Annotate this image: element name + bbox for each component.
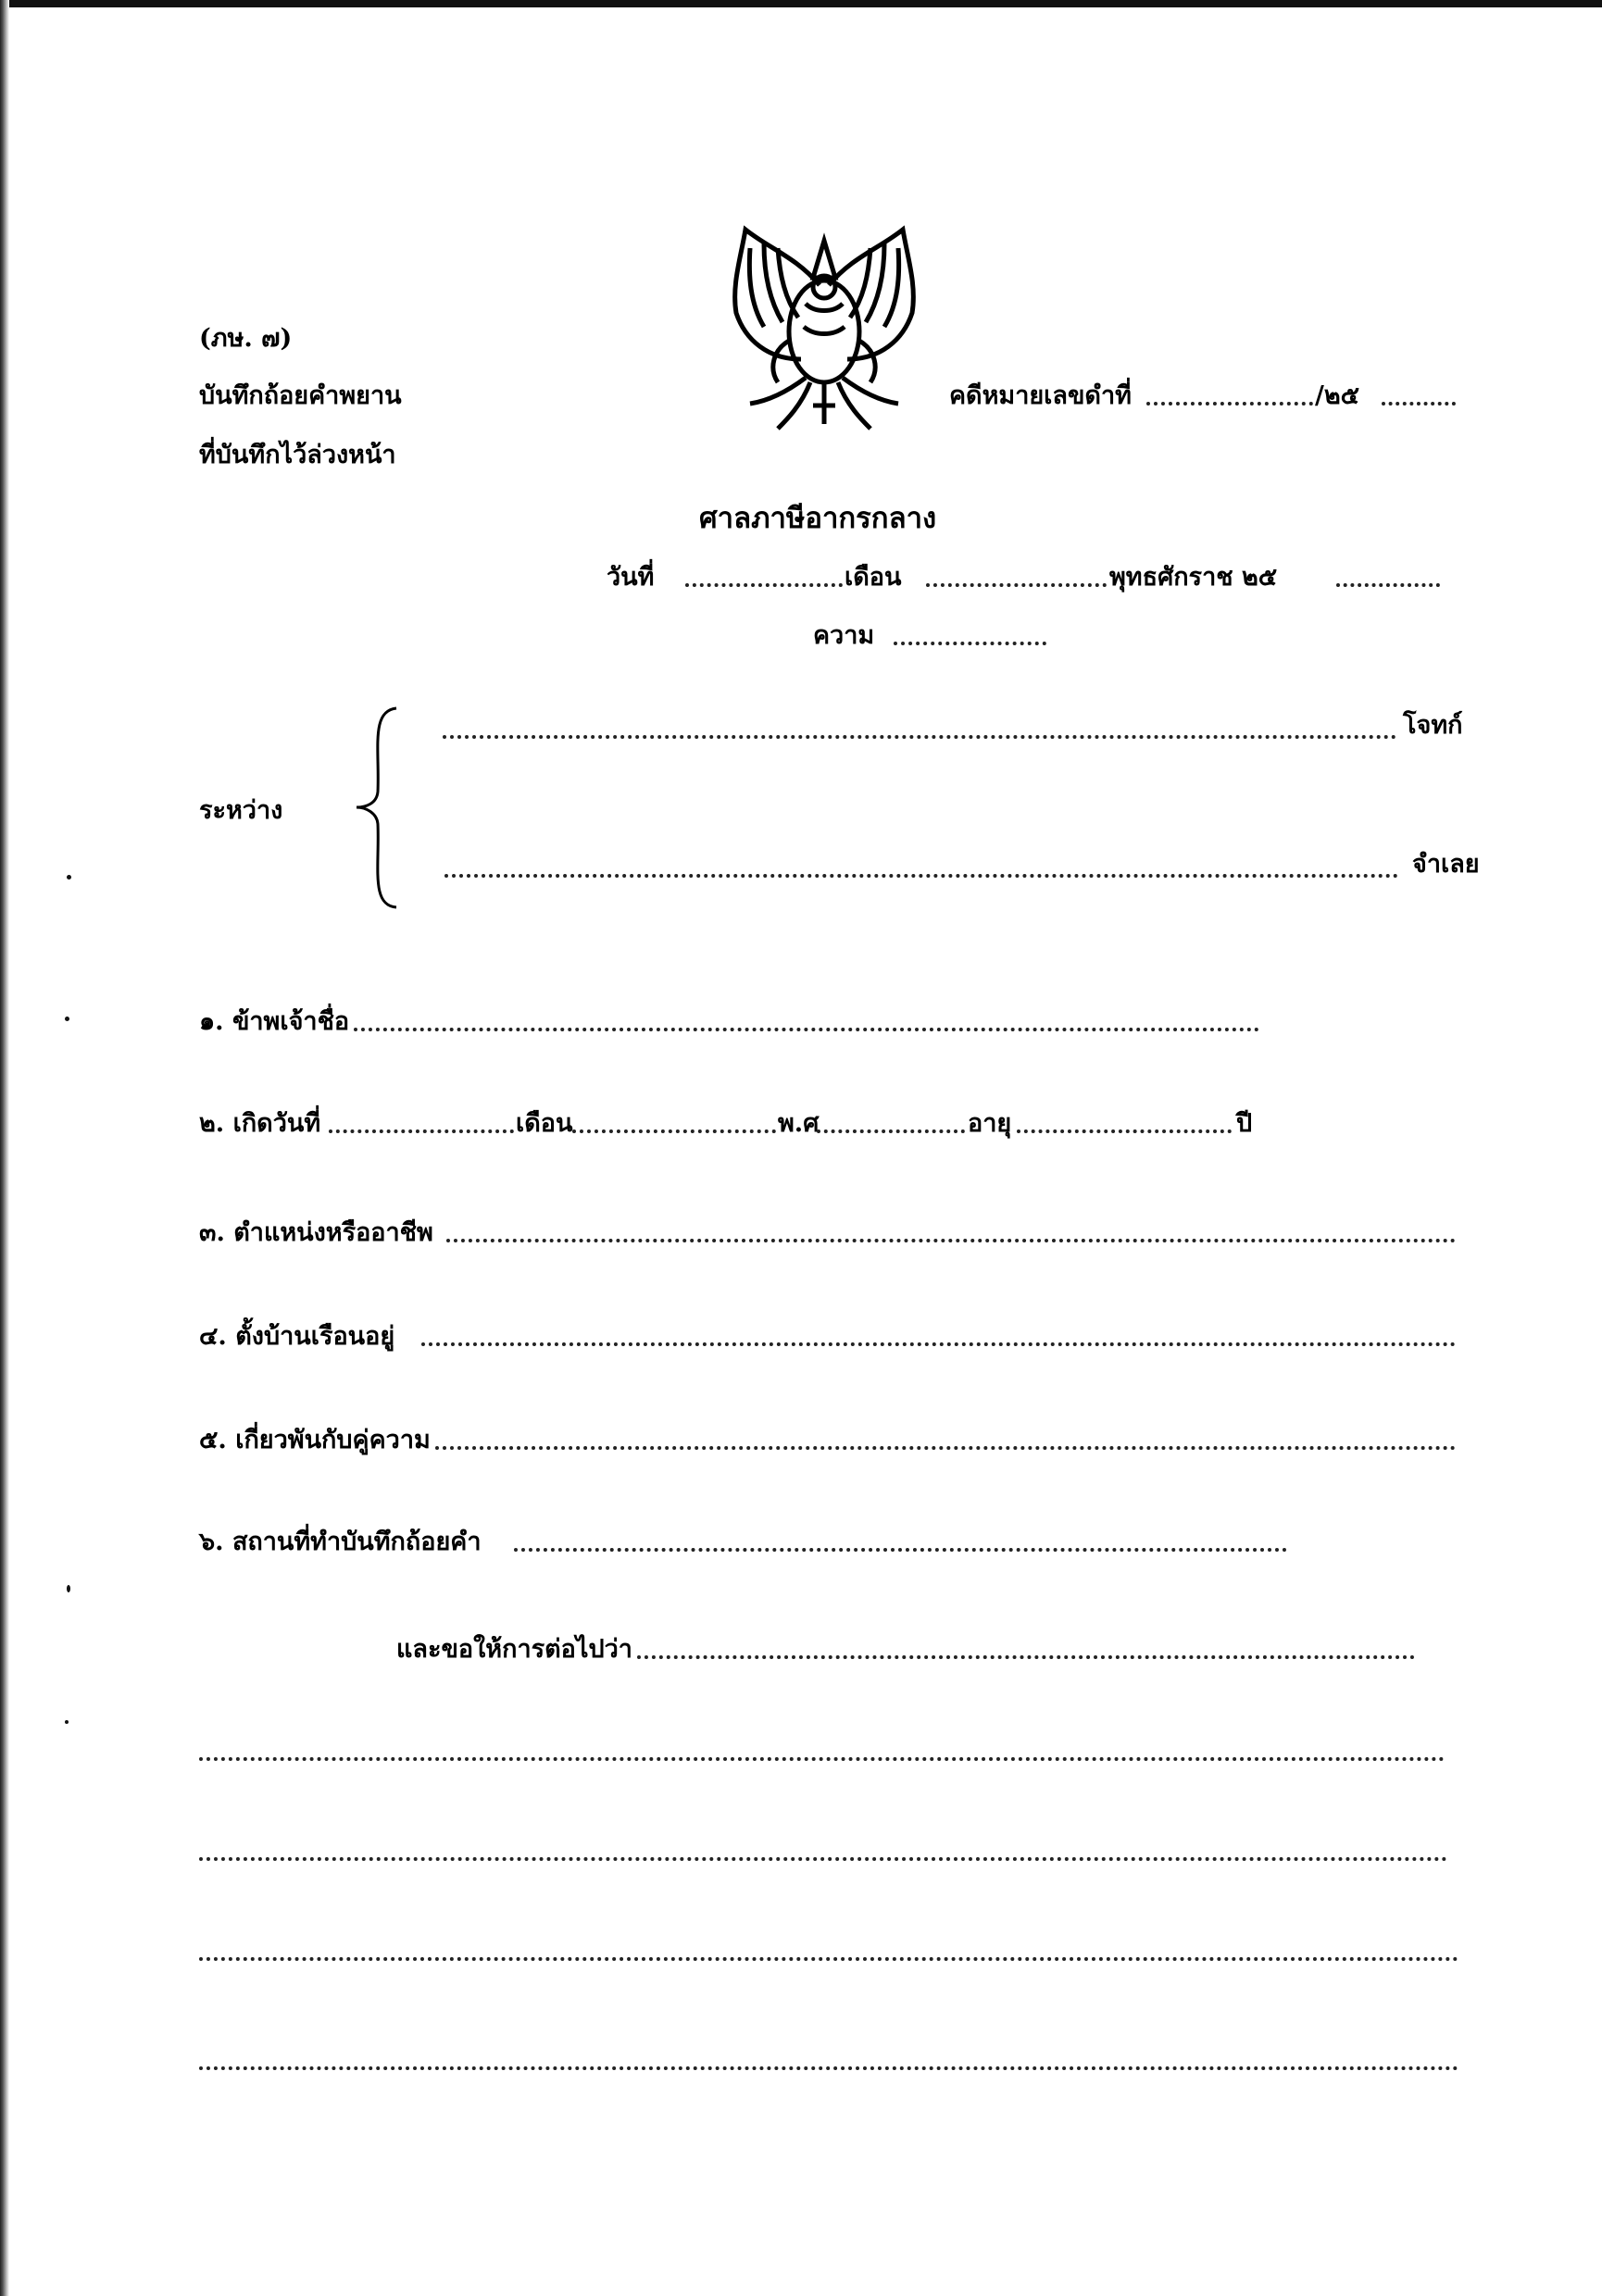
statement-line-1[interactable] <box>199 1757 1445 1761</box>
matter-label: ความ <box>813 621 875 650</box>
item1-field[interactable] <box>354 1028 1259 1031</box>
form-title-line1: บันทึกถ้อยคำพยาน <box>199 381 402 410</box>
statement-intro-field[interactable] <box>637 1655 1415 1659</box>
item5-label: ๕. เกี่ยวพันกับคู่ความ <box>199 1426 431 1454</box>
item2-month-field[interactable] <box>572 1129 776 1133</box>
item2-label: ๒. เกิดวันที่ <box>199 1109 321 1138</box>
statement-line-2[interactable] <box>199 1857 1447 1861</box>
item5-field[interactable] <box>435 1446 1456 1450</box>
item2-year-label: พ.ศ <box>778 1109 820 1138</box>
plaintiff-field[interactable] <box>443 735 1396 739</box>
statement-line-3[interactable] <box>199 1957 1458 1961</box>
brace <box>352 704 407 912</box>
between-label: ระหว่าง <box>199 796 283 825</box>
court-name: ศาลภาษีอากรกลาง <box>699 502 937 535</box>
date-year-label: พุทธศักราช ๒๕ <box>1109 563 1278 592</box>
item3-field[interactable] <box>446 1239 1456 1242</box>
date-day-field[interactable] <box>685 583 843 587</box>
date-month-label: เดือน <box>845 563 902 592</box>
item2-age-label: อายุ <box>968 1109 1012 1138</box>
item3-label: ๓. ตำแหน่งหรืออาชีพ <box>199 1218 433 1247</box>
item4-field[interactable] <box>421 1342 1456 1346</box>
case-number-year: /๒๕ <box>1315 381 1360 410</box>
case-number-label: คดีหมายเลขดำที่ <box>949 381 1132 410</box>
date-year-field[interactable] <box>1336 583 1440 587</box>
item2-year-field[interactable] <box>817 1129 965 1133</box>
item2-month-label: เดือน <box>516 1109 573 1138</box>
scan-speck <box>67 1585 70 1592</box>
item2-age-field[interactable] <box>1017 1129 1232 1133</box>
statement-line-4[interactable] <box>199 2066 1458 2070</box>
scan-speck <box>67 875 71 880</box>
item1-label: ๑. ข้าพเจ้าชื่อ <box>199 1007 350 1036</box>
date-month-field[interactable] <box>926 583 1107 587</box>
item4-label: ๔. ตั้งบ้านเรือนอยู่ <box>199 1322 395 1351</box>
form-title-line2: ที่บันทึกไว้ล่วงหน้า <box>199 441 396 469</box>
page-left-edge <box>0 0 9 2296</box>
item2-day-field[interactable] <box>329 1129 514 1133</box>
scan-speck <box>65 1017 69 1021</box>
defendant-field[interactable] <box>444 874 1398 878</box>
case-number-year-field[interactable] <box>1382 402 1456 406</box>
page-top-edge <box>0 0 1602 7</box>
item6-field[interactable] <box>514 1548 1287 1552</box>
defendant-label: จำเลย <box>1412 850 1480 879</box>
item6-label: ๖. สถานที่ทำบันทึกถ้อยคำ <box>199 1528 482 1556</box>
date-day-label: วันที่ <box>607 563 655 592</box>
garuda-emblem <box>713 220 935 435</box>
item2-years-label: ปี <box>1236 1109 1253 1138</box>
scan-speck <box>65 1720 69 1724</box>
matter-field[interactable] <box>894 642 1046 645</box>
statement-intro: และขอให้การต่อไปว่า <box>396 1635 632 1664</box>
case-number-field[interactable] <box>1146 402 1313 406</box>
plaintiff-label: โจทก์ <box>1403 711 1463 740</box>
form-code: (ภษ. ๗) <box>199 324 293 353</box>
